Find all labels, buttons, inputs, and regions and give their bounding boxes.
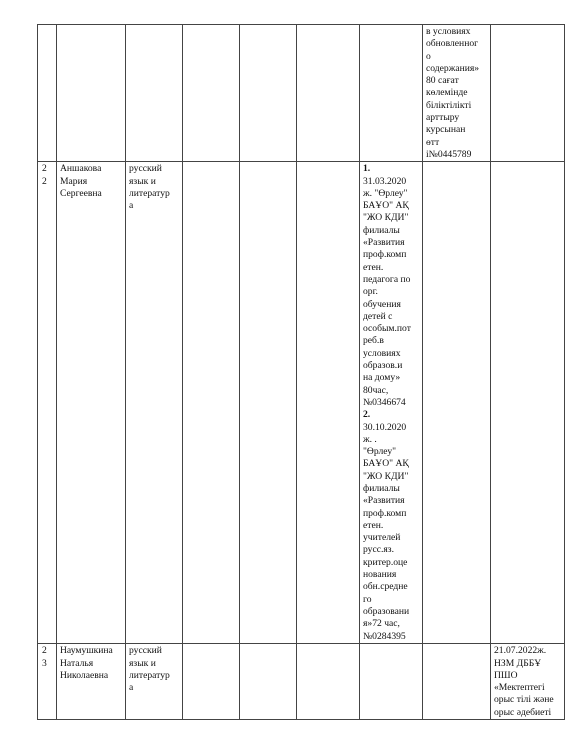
cell-empty [240, 644, 297, 720]
cell-empty [240, 25, 297, 162]
cell-empty [183, 25, 240, 162]
row-number: 2 3 [38, 644, 57, 720]
course-cell: в условиях обновленног о содержания» 80 сағат көлемінде біліктілікті арттыру курсынан өтт i№0445789 [423, 25, 491, 162]
qualification-table [37, 24, 565, 720]
table-row [38, 162, 565, 644]
cell-empty [297, 162, 360, 644]
course-index: 1. [363, 163, 371, 175]
cell-empty [240, 162, 297, 644]
cell-empty [491, 25, 565, 162]
cell-empty [126, 25, 183, 162]
cell-empty [360, 25, 423, 162]
cell-empty [57, 25, 126, 162]
course-text: 30.10.2020 ж. . "Өрлеу" БАҰО" АҚ "ЖО КДИ" филиалы «Развития проф.комп етен. учителей русс.яз. критер.оце нования обн.средне го образовани я»72 час, №0284395 [363, 421, 410, 642]
teacher-name: Аншакова Мария Сергеевна [57, 162, 126, 644]
course-cell [360, 162, 423, 644]
cell-empty [491, 162, 565, 644]
cell-empty [423, 162, 491, 644]
cell-empty [183, 162, 240, 644]
cell-empty [423, 644, 491, 720]
table-row [38, 644, 565, 720]
course-cell: 21.07.2022ж. НЗМ ДББҰ ПШО «Мектептегі орыс тілі және орыс әдебиеті [491, 644, 565, 720]
cell-empty [360, 644, 423, 720]
subject-cell: русский язык и литератур а [126, 162, 183, 644]
course-text: 31.03.2020 ж. "Өрлеу" БАҰО" АҚ "ЖО КДИ" филиалы «Развития проф.комп етен. педагога по орг. обучения детей с особым.пот реб.в условиях образов.и на дому» 80час, №0346674 [363, 175, 411, 408]
course-index: 2. [363, 409, 371, 421]
row-number: 2 2 [38, 162, 57, 644]
cell-empty [38, 25, 57, 162]
teacher-name: Наумушкина Наталья Николаевна [57, 644, 126, 720]
cell-empty [297, 644, 360, 720]
cell-empty [183, 644, 240, 720]
cell-empty [297, 25, 360, 162]
subject-cell: русский язык и литератур а [126, 644, 183, 720]
continuation-row [38, 25, 565, 162]
